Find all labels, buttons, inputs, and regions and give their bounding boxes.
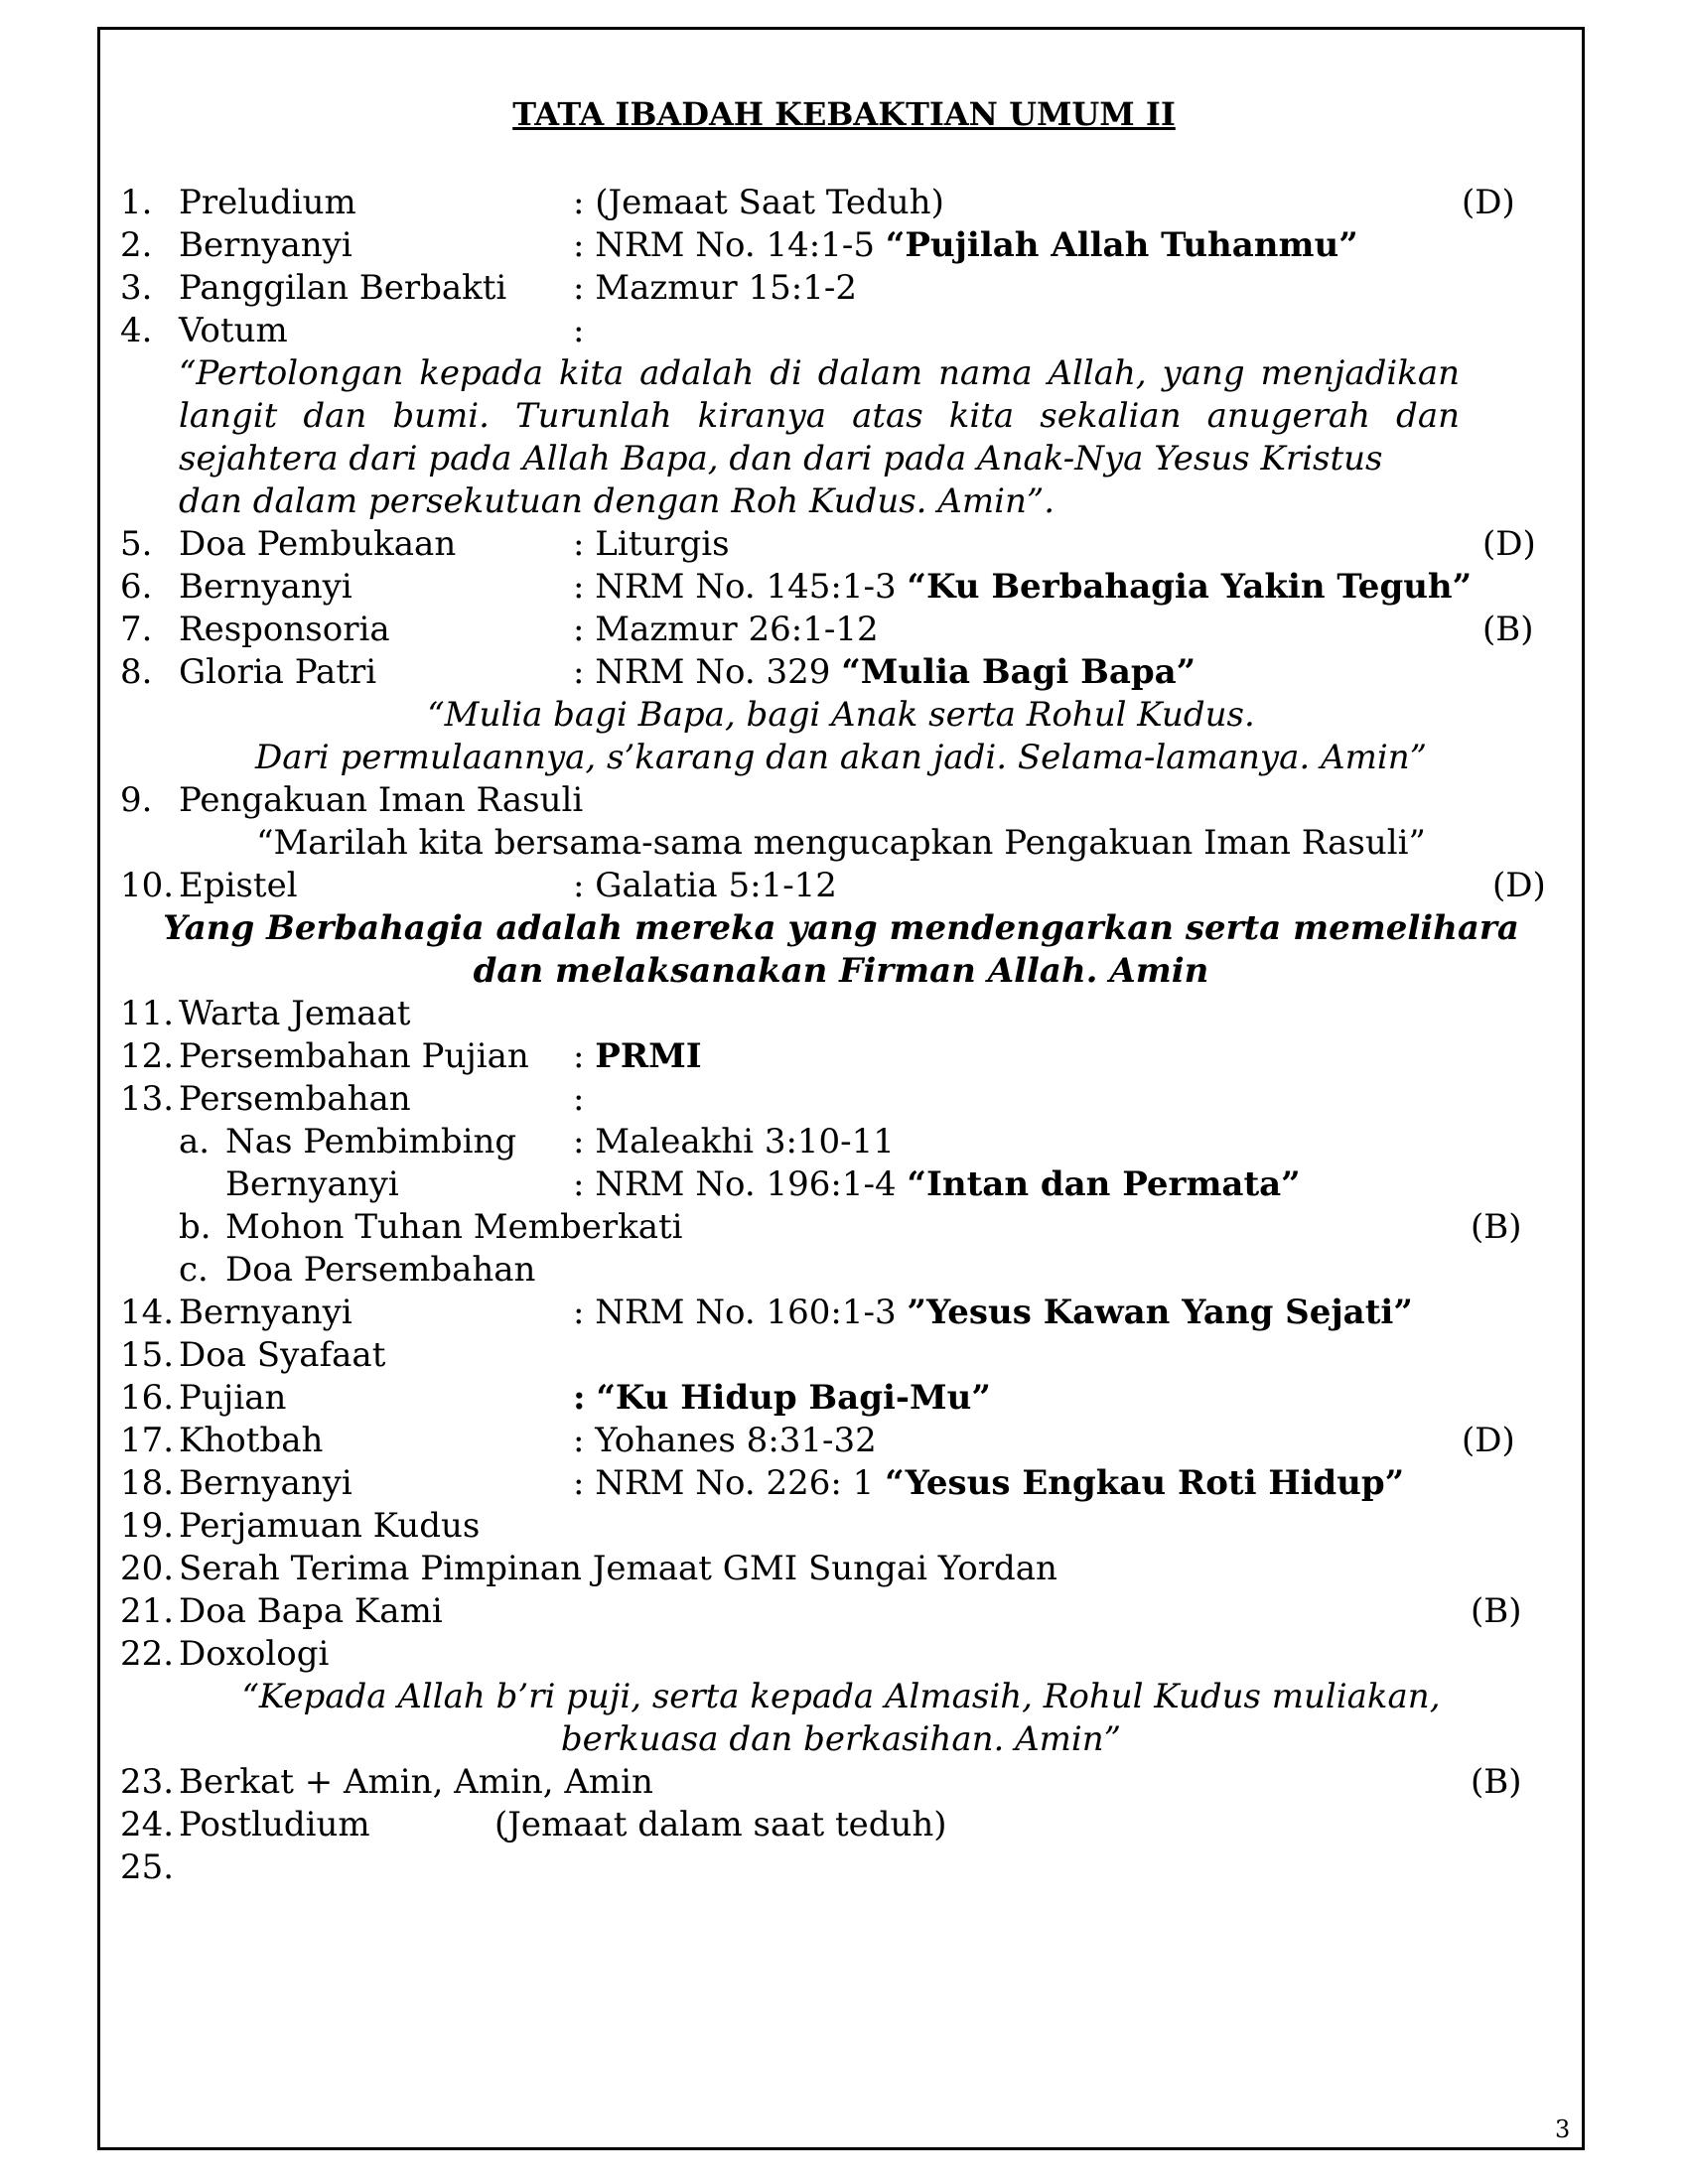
- song-title: “Pujilah Allah Tuhanmu”: [885, 225, 1358, 265]
- item-number: 4.: [120, 311, 153, 350]
- item-label: Pengakuan Iman Rasuli: [179, 780, 584, 820]
- song-title: ”Yesus Kawan Yang Sejati”: [907, 1293, 1413, 1332]
- item-label: Bernyanyi: [179, 567, 352, 607]
- item-value: : “Ku Hidup Bagi-Mu”: [573, 1378, 991, 1418]
- item-label: Serah Terima Pimpinan Jemaat GMI Sungai Yordan: [179, 1549, 1057, 1588]
- item-value: : NRM No. 14:1-5 “Pujilah Allah Tuhanmu”: [573, 225, 1358, 265]
- item-value: : Liturgis: [573, 524, 730, 564]
- sub-label: Doa Persembahan: [225, 1250, 536, 1290]
- role-code: (B): [1482, 610, 1534, 649]
- item-label: Doa Pembukaan: [179, 524, 457, 564]
- item-number: 20.: [120, 1549, 175, 1588]
- gloria-line-1: “Mulia bagi Bapa, bagi Anak serta Rohul Kudus.: [427, 695, 1255, 735]
- item-value: : Mazmur 15:1-2: [573, 268, 857, 308]
- doxology-line-1: “Kepada Allah b’ri puji, serta kepada Almasih, Rohul Kudus muliakan,: [241, 1677, 1441, 1716]
- item-number: 18.: [120, 1463, 175, 1503]
- document-title: TATA IBADAH KEBAKTIAN UMUM II: [512, 95, 1176, 133]
- role-code: (D): [1462, 183, 1515, 222]
- item-number: 15.: [120, 1335, 175, 1375]
- item-value: (Jemaat dalam saat teduh): [494, 1805, 947, 1844]
- item-label: Postludium: [179, 1805, 370, 1844]
- page-number: 3: [1555, 2116, 1571, 2143]
- item-colon: :: [573, 311, 585, 350]
- item-number: 3.: [120, 268, 153, 308]
- item-label: Bernyanyi: [179, 1463, 352, 1503]
- song-title: “Ku Hidup Bagi-Mu”: [596, 1378, 991, 1418]
- song-title: “Mulia Bagi Bapa”: [841, 652, 1196, 692]
- item-number: 1.: [120, 183, 153, 222]
- sub-label: Nas Pembimbing: [225, 1122, 517, 1161]
- item-value: : NRM No. 226: 1 “Yesus Engkau Roti Hidup”: [573, 1463, 1405, 1503]
- item-number: 8.: [120, 652, 153, 692]
- votum-paragraph: “Pertolongan kepada kita adalah di dalam nama Allah, yang menjadikan langit dan bumi. Turunlah kiranya atas kita sekalian anugerah dan sejahtera dari pada Allah Bapa, dan dari pada Anak-Nya Yesus Kristus: [179, 353, 1460, 478]
- item-number: 6.: [120, 567, 153, 607]
- item-number: 16.: [120, 1378, 175, 1418]
- item-number: 13.: [120, 1079, 175, 1119]
- sub-label: Mohon Tuhan Memberkati: [225, 1207, 683, 1247]
- song-title: “Yesus Engkau Roti Hidup”: [885, 1463, 1405, 1503]
- item-label: Responsoria: [179, 610, 390, 649]
- item-number: 17.: [120, 1421, 175, 1460]
- votum-text: [179, 352, 1460, 523]
- item-label: Perjamuan Kudus: [179, 1506, 481, 1546]
- role-code: (D): [1492, 866, 1546, 905]
- item-value: : (Jemaat Saat Teduh): [573, 183, 944, 222]
- item-label: Persembahan: [179, 1079, 411, 1119]
- song-title: “Ku Berbahagia Yakin Teguh”: [907, 567, 1473, 607]
- item-value: : PRMI: [573, 1036, 702, 1076]
- sub-marker: c.: [179, 1250, 209, 1290]
- item-value: : NRM No. 145:1-3 “Ku Berbahagia Yakin Teguh”: [573, 567, 1473, 607]
- blessed-line-2: dan melaksanakan Firman Allah. Amin: [473, 951, 1209, 991]
- item-label: Doa Syafaat: [179, 1335, 386, 1375]
- item-value: : Maleakhi 3:10-11: [573, 1122, 895, 1161]
- sub-marker: a.: [179, 1122, 211, 1161]
- role-code: (B): [1471, 1591, 1522, 1631]
- item-label: Warta Jemaat: [179, 994, 411, 1033]
- item-number: 25.: [120, 1847, 175, 1887]
- item-number: 14.: [120, 1293, 175, 1332]
- item-number: 7.: [120, 610, 153, 649]
- item-value: : NRM No. 196:1-4 “Intan dan Permata”: [573, 1164, 1301, 1204]
- item-number: 11.: [120, 994, 175, 1033]
- item-value: : Galatia 5:1-12: [573, 866, 837, 905]
- votum-last-line: dan dalam persekutuan dengan Roh Kudus. Amin”.: [179, 481, 1055, 521]
- item-label: Khotbah: [179, 1421, 324, 1460]
- role-code: (D): [1482, 524, 1536, 564]
- doxology-line-2: berkuasa dan berkasihan. Amin”: [560, 1719, 1122, 1759]
- item-number: 12.: [120, 1036, 175, 1076]
- song-title: “Intan dan Permata”: [907, 1164, 1301, 1204]
- item-label: Panggilan Berbakti: [179, 268, 507, 308]
- item-value: : NRM No. 329 “Mulia Bagi Bapa”: [573, 652, 1196, 692]
- item-label: Votum: [179, 311, 288, 350]
- sub-marker: b.: [179, 1207, 211, 1247]
- item-number: 22.: [120, 1634, 175, 1674]
- item-label: Bernyanyi: [179, 225, 352, 265]
- item-label: Doxologi: [179, 1634, 330, 1674]
- item-label: Epistel: [179, 866, 298, 905]
- role-code: (B): [1471, 1762, 1522, 1802]
- item-number: 23.: [120, 1762, 175, 1802]
- item-label: Preludium: [179, 183, 356, 222]
- role-code: (D): [1462, 1421, 1515, 1460]
- item-label: Bernyanyi: [179, 1293, 352, 1332]
- role-code: (B): [1471, 1207, 1522, 1247]
- sub-label: Bernyanyi: [225, 1164, 399, 1204]
- item-number: 19.: [120, 1506, 175, 1546]
- item-number: 5.: [120, 524, 153, 564]
- blessed-line-1: Yang Berbahagia adalah mereka yang mendengarkan serta memelihara: [163, 908, 1519, 948]
- item-label: Doa Bapa Kami: [179, 1591, 443, 1631]
- item-label: Pujian: [179, 1378, 287, 1418]
- item-number: 2.: [120, 225, 153, 265]
- item-label: Berkat + Amin, Amin, Amin: [179, 1762, 653, 1802]
- item-colon: :: [573, 1079, 585, 1119]
- item-number: 9.: [120, 780, 153, 820]
- item-value: : Yohanes 8:31-32: [573, 1421, 877, 1460]
- item-number: 10.: [120, 866, 175, 905]
- item-label: Persembahan Pujian: [179, 1036, 529, 1076]
- creed-text: “Marilah kita bersama-sama mengucapkan Pengakuan Iman Rasuli”: [256, 823, 1426, 863]
- song-title: PRMI: [595, 1036, 702, 1076]
- item-number: 21.: [120, 1591, 175, 1631]
- item-value: : NRM No. 160:1-3 ”Yesus Kawan Yang Sejati”: [573, 1293, 1413, 1332]
- item-value: : Mazmur 26:1-12: [573, 610, 879, 649]
- item-label: Gloria Patri: [179, 652, 377, 692]
- item-number: 24.: [120, 1805, 175, 1844]
- gloria-line-2: Dari permulaannya, s’karang dan akan jadi. Selama-lamanya. Amin”: [255, 738, 1427, 777]
